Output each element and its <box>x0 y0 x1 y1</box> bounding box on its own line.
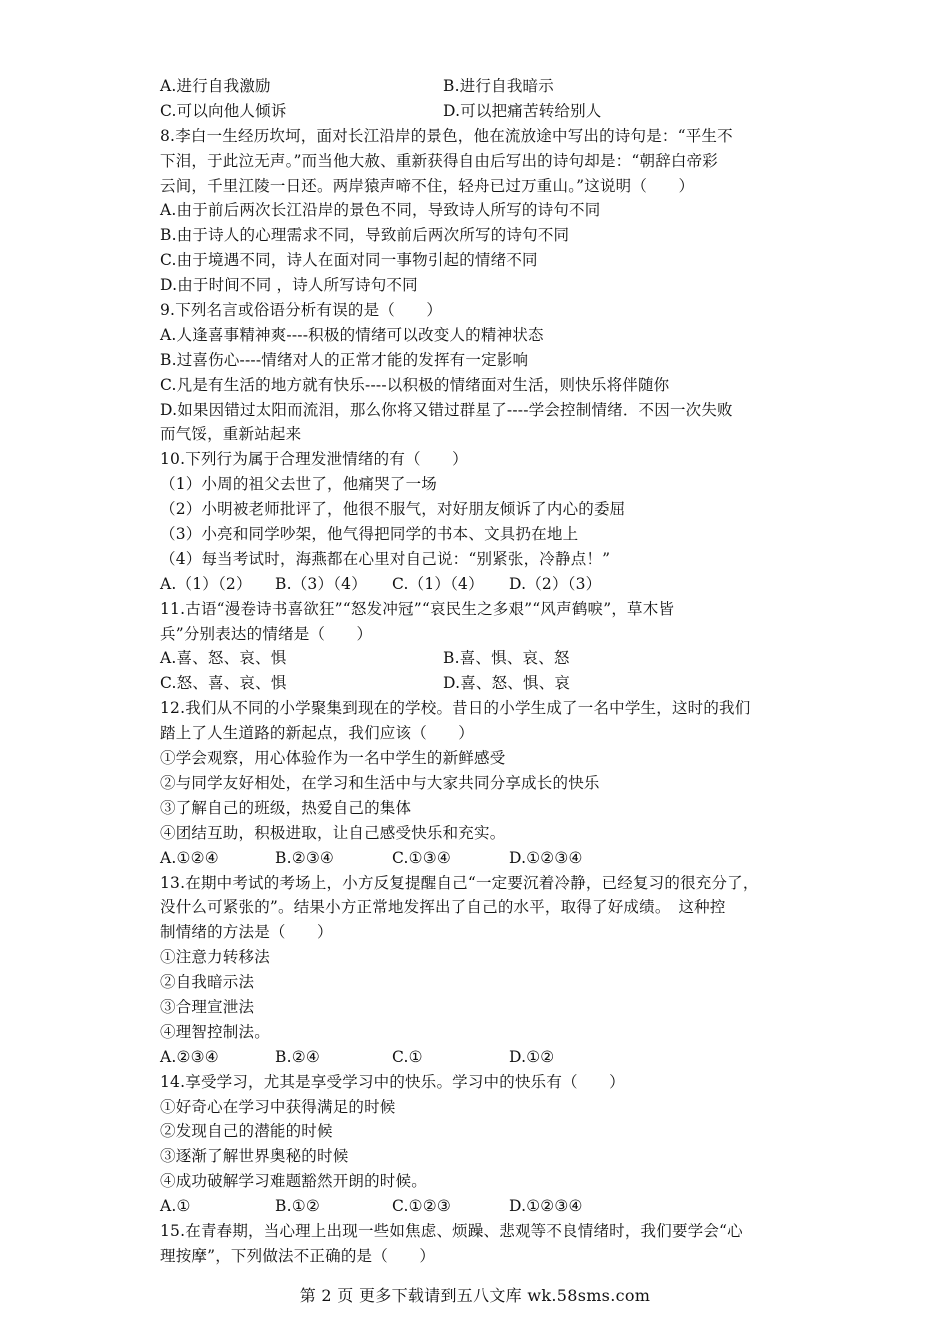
text-line: 理按摩”，下列做法不正确的是（ ） <box>160 1246 436 1265</box>
page-footer: 第 2 页 更多下载请到五八文库 wk.58sms.com <box>299 1286 651 1305</box>
text-line: C.凡是有生活的地方就有快乐----以积极的情绪面对生活，则快乐将伴随你 <box>160 375 670 394</box>
option-a: C.怒、喜、哀、惧 <box>160 674 287 693</box>
text-line: 10.下列行为属于合理发泄情绪的有（ ） <box>160 450 468 469</box>
option-a: A.喜、怒、哀、惧 <box>160 649 287 668</box>
option-b: B.进行自我暗示 <box>443 77 554 95</box>
option-b: B.②③④ <box>275 848 335 867</box>
option-row <box>160 74 800 99</box>
option-row <box>160 572 800 597</box>
text-line: 9.下列名言或俗语分析有误的是（ ） <box>160 301 443 320</box>
text-line: 15.在青春期，当心理上出现一些如焦虑、烦躁、悲观等不良情绪时，我们要学会“心 <box>160 1221 743 1240</box>
text-line: 13.在期中考试的考场上，小方反复提醒自己“一定要沉着冷静，已经复习的很充分了， <box>160 873 759 892</box>
text-line: 8.李白一生经历坎坷，面对长江沿岸的景色，他在流放途中写出的诗句是：“平生不 <box>160 126 733 145</box>
text-line: 下泪，于此泣无声。”而当他大赦、重新获得自由后写出的诗句却是：“朝辞白帝彩 <box>160 151 719 170</box>
text-line: ④成功破解学习难题豁然开朗的时候。 <box>160 1172 427 1191</box>
text-line: ③合理宣泄法 <box>160 997 255 1016</box>
text-line: 云间，千里江陵一日还。两岸猿声啼不住，轻舟已过万重山。”这说明（ ） <box>160 176 695 195</box>
option-row <box>160 846 800 871</box>
text-line: C.由于境遇不同，诗人在面对同一事物引起的情绪不同 <box>160 251 538 270</box>
text-line: B.过喜伤心----情绪对人的正常才能的发挥有一定影响 <box>160 350 529 369</box>
text-line: D.由于时间不同 ，诗人所写诗句不同 <box>160 276 418 295</box>
option-a: A.②③④ <box>160 1047 219 1066</box>
option-row <box>160 671 800 696</box>
text-line: B.由于诗人的心理需求不同，导致前后两次所写的诗句不同 <box>160 226 570 245</box>
text-line: ④理智控制法。 <box>160 1022 270 1041</box>
text-line: （1）小周的祖父去世了，他痛哭了一场 <box>160 475 437 494</box>
text-line: D.如果因错过太阳而流泪，那么你将又错过群星了----学会控制情绪．不因一次失败 <box>160 400 733 419</box>
option-c: C.（1）（4） <box>392 574 484 593</box>
option-b: B.②④ <box>275 1047 320 1066</box>
option-a: A.① <box>160 1197 191 1216</box>
option-a: A.进行自我激励 <box>160 77 271 95</box>
option-d: D.①②③④ <box>509 848 583 867</box>
option-b: D.可以把痛苦转给别人 <box>443 101 602 120</box>
text-line: ①好奇心在学习中获得满足的时候 <box>160 1097 396 1116</box>
option-c: C.①③④ <box>392 848 451 867</box>
option-b: B.（3）（4） <box>275 574 367 593</box>
text-line: （2）小明被老师批评了，他很不服气，对好朋友倾诉了内心的委屈 <box>160 500 626 519</box>
text-line: ③逐渐了解世界奥秘的时候 <box>160 1147 349 1166</box>
text-line: 踏上了人生道路的新起点，我们应该（ ） <box>160 724 475 743</box>
text-line: （4）每当考试时，海燕都在心里对自己说：“别紧张，冷静点！” <box>160 549 611 568</box>
text-line: 12.我们从不同的小学聚集到现在的学校。昔日的小学生成了一名中学生，这时的我们 <box>160 699 751 718</box>
text-line: ①注意力转移法 <box>160 948 270 967</box>
text-line: ④团结互助，积极进取，让自己感受快乐和充实。 <box>160 823 506 842</box>
option-b: B.①② <box>275 1197 320 1216</box>
text-line: 11.古语“漫卷诗书喜欲狂”“怒发冲冠”“哀民生之多艰”“风声鹤唳”，草木皆 <box>160 599 675 618</box>
option-c: C.① <box>392 1047 423 1066</box>
text-line: ②与同学友好相处，在学习和生活中与大家共同分享成长的快乐 <box>160 773 600 792</box>
option-a: C.可以向他人倾诉 <box>160 101 287 120</box>
option-b: B.喜、惧、哀、怒 <box>443 649 570 668</box>
option-c: C.①②③ <box>392 1197 451 1216</box>
text-line: A.由于前后两次长江沿岸的景色不同，导致诗人所写的诗句不同 <box>160 201 601 220</box>
text-line: ②发现自己的潜能的时候 <box>160 1122 333 1141</box>
text-line: 没什么可紧张的”。结果小方正常地发挥出了自己的水平，取得了好成绩。 这种控 <box>160 898 726 917</box>
text-line: 14.享受学习，尤其是享受学习中的快乐。学习中的快乐有（ ） <box>160 1072 625 1091</box>
option-d: D.①② <box>509 1047 555 1066</box>
text-line: ②自我暗示法 <box>160 973 255 992</box>
question-text-block <box>160 74 800 1269</box>
option-d: D.（2）（3） <box>509 574 602 593</box>
option-row <box>160 1045 800 1070</box>
text-line: 兵”分别表达的情绪是（ ） <box>160 624 373 643</box>
option-a: A.（1）（2） <box>160 574 252 593</box>
option-row <box>160 646 800 671</box>
option-row <box>160 99 800 124</box>
text-line: A.人逢喜事精神爽----积极的情绪可以改变人的精神状态 <box>160 325 544 344</box>
text-line: 制情绪的方法是（ ） <box>160 923 333 942</box>
option-row <box>160 1194 800 1219</box>
text-line: ③了解自己的班级，热爱自己的集体 <box>160 798 412 817</box>
text-line: 而气馁，重新站起来 <box>160 425 302 444</box>
option-b: D.喜、怒、惧、哀 <box>443 674 571 693</box>
option-d: D.①②③④ <box>509 1197 583 1216</box>
option-a: A.①②④ <box>160 848 219 867</box>
text-line: ①学会观察，用心体验作为一名中学生的新鲜感受 <box>160 749 506 768</box>
text-line: （3）小亮和同学吵架，他气得把同学的书本、文具扔在地上 <box>160 525 579 544</box>
